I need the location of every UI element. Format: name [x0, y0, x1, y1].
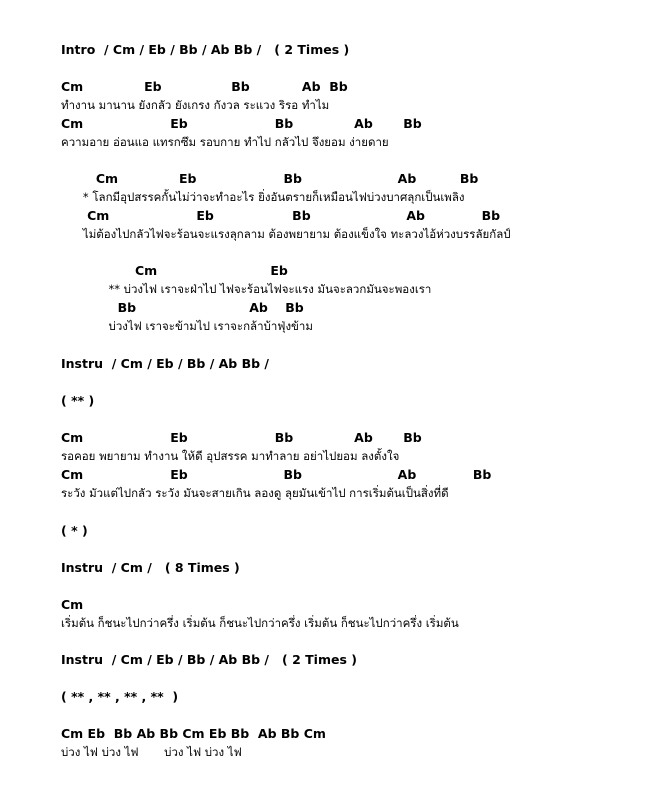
chord-line: Bb Ab Bb	[61, 300, 304, 315]
lyric-line: รอคอย พยายาม ทำงาน ให้ดี อุปสรรค มาทำลาย อย่าไปยอม ลงตั้งใจ	[61, 449, 400, 463]
repeat-marker: ( ** )	[61, 393, 95, 408]
lyric-line: * โลกมีอุปสรรคกั้นไม่ว่าจะทำอะไร ยิ่งอันตรายก็เหมือนไฟบ่วงบาศลุกเป็นเพลิง	[61, 190, 465, 204]
lyric-line: ความอาย อ่อนแอ แทรกซึม รอบกาย ทำไป กลัวไป จึงยอม ง่ายดาย	[61, 135, 389, 149]
lyric-line: ระวัง มัวแต่ไปกลัว ระวัง มันจะสายเกิน ลองดู ลุยมันเข้าไป การเริ่มต้นเป็นสิ่งที่ดี	[61, 486, 449, 500]
chord-line: Cm Eb Bb Ab Bb	[61, 467, 492, 482]
intro-line: Intro / Cm / Eb / Bb / Ab Bb / ( 2 Times )	[61, 42, 350, 57]
chord-line: Cm Eb Bb Ab Bb	[61, 79, 348, 94]
lyric-line: บ่วง ไฟ บ่วง ไฟ บ่วง ไฟ บ่วง ไฟ	[61, 745, 242, 759]
lyric-line: ** บ่วงไฟ เราจะฝ่าไป ไฟจะร้อนไฟจะแรง มันจะลวกมันจะพองเรา	[61, 282, 432, 296]
chord-line: Cm Eb Bb Ab Bb	[61, 430, 422, 445]
lyric-line: เริ่มต้น ก็ชนะไปกว่าครึ่ง เริ่มต้น ก็ชนะไปกว่าครึ่ง เริ่มต้น ก็ชนะไปกว่าครึ่ง เริ่มต้น	[61, 616, 459, 630]
chord-line: Cm Eb Bb Ab Bb	[61, 171, 479, 186]
lyric-line: ไม่ต้องไปกลัวไฟจะร้อนจะแรงลุกลาม ต้องพยายาม ต้องแข็งใจ ทะลวงไอ้ห่วงบรรลัยกัลป์	[61, 227, 511, 241]
repeat-marker: ( ** , ** , ** , ** )	[61, 689, 179, 704]
lyric-line: บ่วงไฟ เราจะข้ามไป เราจะกล้าบ้าฟุ่งข้าม	[61, 319, 313, 333]
instru-line: Instru / Cm / Eb / Bb / Ab Bb / ( 2 Times )	[61, 652, 357, 667]
chord-line: Cm	[61, 597, 84, 612]
repeat-marker: ( * )	[61, 523, 88, 538]
lyric-line: ทำงาน มานาน ยังกลัว ยังเกรง กังวล ระแวง ริรอ ทำไม	[61, 98, 330, 112]
chord-line: Cm Eb Bb Ab Bb	[61, 116, 422, 131]
chord-line: Cm Eb Bb Ab Bb Cm Eb Bb Ab Bb Cm	[61, 726, 326, 741]
chord-line: Cm Eb	[61, 263, 288, 278]
instru-line: Instru / Cm / Eb / Bb / Ab Bb /	[61, 356, 269, 371]
chord-line: Cm Eb Bb Ab Bb	[61, 208, 501, 223]
instru-line: Instru / Cm / ( 8 Times )	[61, 560, 240, 575]
